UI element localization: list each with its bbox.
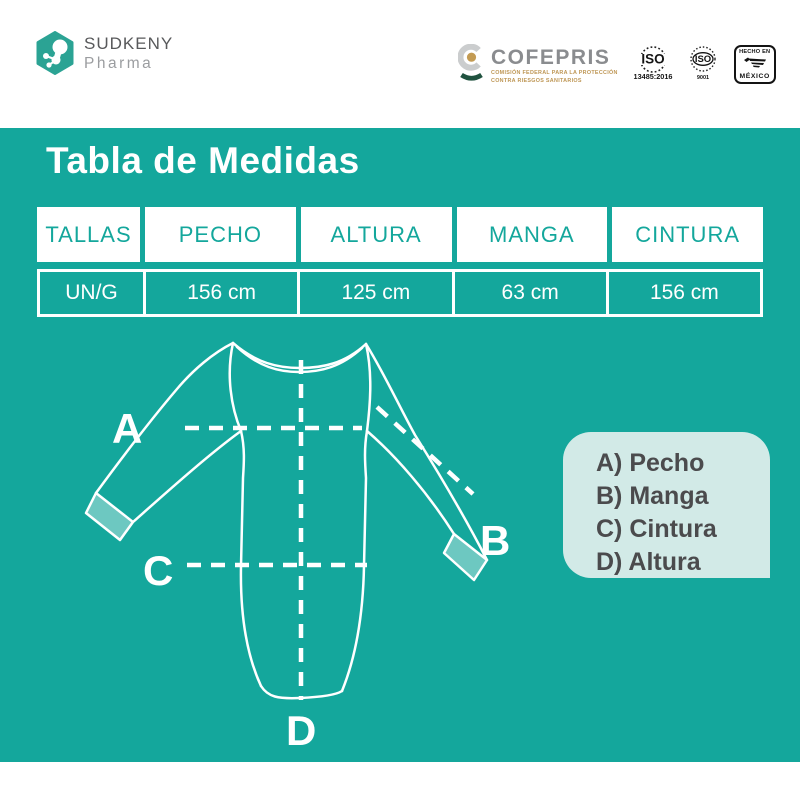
eagle-icon (742, 57, 768, 68)
legend-item-manga: B) Manga (596, 482, 709, 510)
cofepris-name: COFEPRIS (491, 46, 611, 69)
cofepris-logo (458, 44, 618, 84)
iso-13485-badge-icon (633, 46, 673, 83)
column-header-pecho: PECHO (145, 207, 296, 262)
cofepris-c-icon (458, 44, 485, 84)
measure-label-a: A (112, 405, 143, 452)
size-table-data-row (37, 269, 763, 317)
hecho-en-mexico-badge (734, 45, 776, 84)
legend-item-cintura: C) Cintura (596, 515, 717, 543)
brand-logo (35, 31, 173, 75)
cell-cintura: 156 cm (606, 272, 760, 314)
legend-item-altura: D) Altura (596, 548, 701, 576)
page-title: Tabla de Medidas (46, 140, 360, 181)
legend-item-pecho: A) Pecho (596, 449, 705, 477)
hecho-en-mexico-line1: HECHO EN (739, 48, 771, 55)
column-header-manga: MANGA (457, 207, 608, 262)
size-table-header-row (37, 207, 763, 262)
column-header-tallas: TALLAS (37, 207, 140, 262)
page-header (0, 0, 800, 128)
brand-hexagon-molecule-icon (35, 31, 75, 75)
iso-13485-label: ISO (641, 51, 665, 66)
brand-text (84, 34, 173, 73)
cofepris-tagline-line1: COMISIÓN FEDERAL PARA LA PROTECCIÓN (491, 70, 618, 76)
measure-label-c: C (143, 547, 174, 594)
size-table (37, 207, 763, 317)
iso-9001-standard: 9001 (696, 74, 709, 81)
cell-pecho: 156 cm (143, 272, 297, 314)
cell-manga: 63 cm (452, 272, 606, 314)
iso-13485-standard: 13485:2016 (633, 71, 673, 81)
cofepris-text (491, 44, 618, 84)
measurement-legend (563, 432, 770, 578)
cell-altura: 125 cm (297, 272, 451, 314)
measure-label-d: D (286, 707, 317, 754)
measure-label-b: B (480, 517, 511, 564)
hecho-en-mexico-line2: MÉXICO (739, 72, 770, 80)
brand-division: Pharma (84, 54, 154, 72)
footer-band (0, 762, 800, 800)
gown-diagram (78, 323, 542, 755)
cofepris-tagline-line2: CONTRA RIESGOS SANITARIOS (491, 77, 582, 84)
size-chart-panel (0, 128, 800, 762)
certification-badges (458, 44, 776, 84)
iso-9001-badge-icon (688, 46, 718, 83)
column-header-cintura: CINTURA (612, 207, 763, 262)
brand-name: SUDKENY (84, 33, 174, 53)
cell-talla: UN/G (65, 281, 118, 304)
iso-9001-label: ISO (694, 53, 711, 65)
column-header-altura: ALTURA (301, 207, 452, 262)
